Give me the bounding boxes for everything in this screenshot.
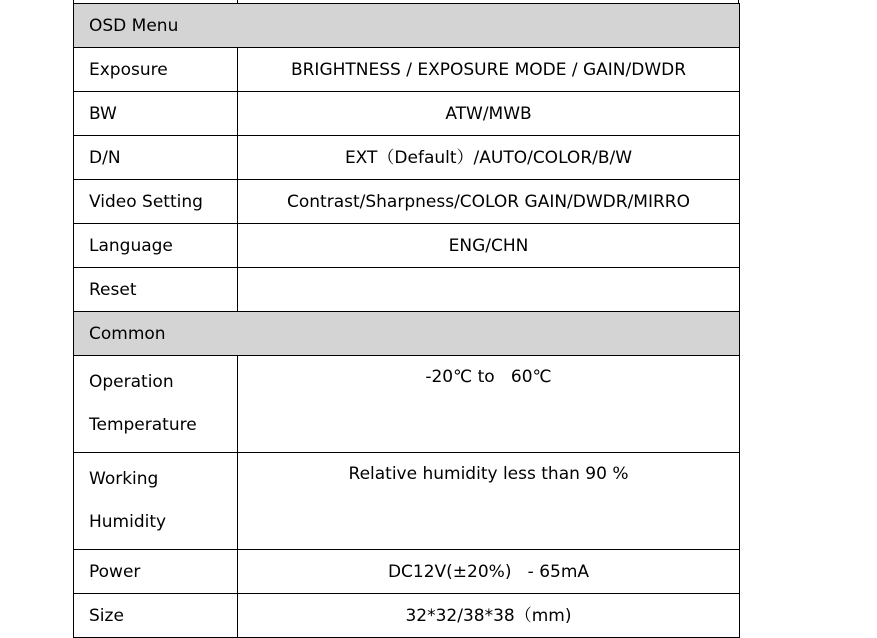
row-value-reset <box>238 268 740 312</box>
table-row-bw <box>74 92 740 136</box>
row-value-exposure: BRIGHTNESS / EXPOSURE MODE / GAIN/DWDR <box>238 48 740 92</box>
table-row-dn <box>74 136 740 180</box>
row-value-power <box>238 550 740 594</box>
table-row-reset <box>74 268 740 312</box>
section-row-common <box>74 312 740 356</box>
row-value-text: -20℃ to 60℃ <box>425 367 552 387</box>
row-value-text: DC12V(±20%) - 65mA <box>387 561 590 582</box>
row-label-exposure: Exposure <box>74 48 238 92</box>
row-label-operation-temperature <box>74 356 238 453</box>
row-value-operation-temperature <box>238 356 740 453</box>
row-label-power: Power <box>74 550 238 594</box>
row-value-working-humidity: Relative humidity less than 90 % <box>238 453 740 550</box>
row-label-language: Language <box>74 224 238 268</box>
row-label-working-humidity <box>74 453 238 550</box>
table-row-exposure <box>74 48 740 92</box>
table-row-language <box>74 224 740 268</box>
section-title-osd-menu: OSD Menu <box>74 4 740 48</box>
table-row-video-setting <box>74 180 740 224</box>
row-value-size: 32*32/38*38（mm) <box>238 594 740 638</box>
row-label-video-setting: Video Setting <box>74 180 238 224</box>
row-label-line: Working <box>89 469 159 489</box>
table-row-power <box>74 550 740 594</box>
section-row-osd-menu <box>74 4 740 48</box>
row-value-language: ENG/CHN <box>238 224 740 268</box>
row-label-line: Humidity <box>89 512 167 532</box>
spec-table-container <box>73 0 739 638</box>
row-label-bw: BW <box>74 92 238 136</box>
row-label-reset: Reset <box>74 268 238 312</box>
row-value-bw: ATW/MWB <box>238 92 740 136</box>
row-label-size: Size <box>74 594 238 638</box>
row-value-dn: EXT（Default）/AUTO/COLOR/B/W <box>238 136 740 180</box>
section-title-common: Common <box>74 312 740 356</box>
spec-table <box>73 3 740 638</box>
table-row-size <box>74 594 740 638</box>
row-label-dn: D/N <box>74 136 238 180</box>
table-top-continuation <box>73 0 739 3</box>
table-row-working-humidity <box>74 453 740 550</box>
table-row-operation-temperature <box>74 356 740 453</box>
row-label-line: Operation <box>89 372 174 392</box>
row-value-video-setting: Contrast/Sharpness/COLOR GAIN/DWDR/MIRRO <box>238 180 740 224</box>
row-label-line: Temperature <box>89 415 197 435</box>
